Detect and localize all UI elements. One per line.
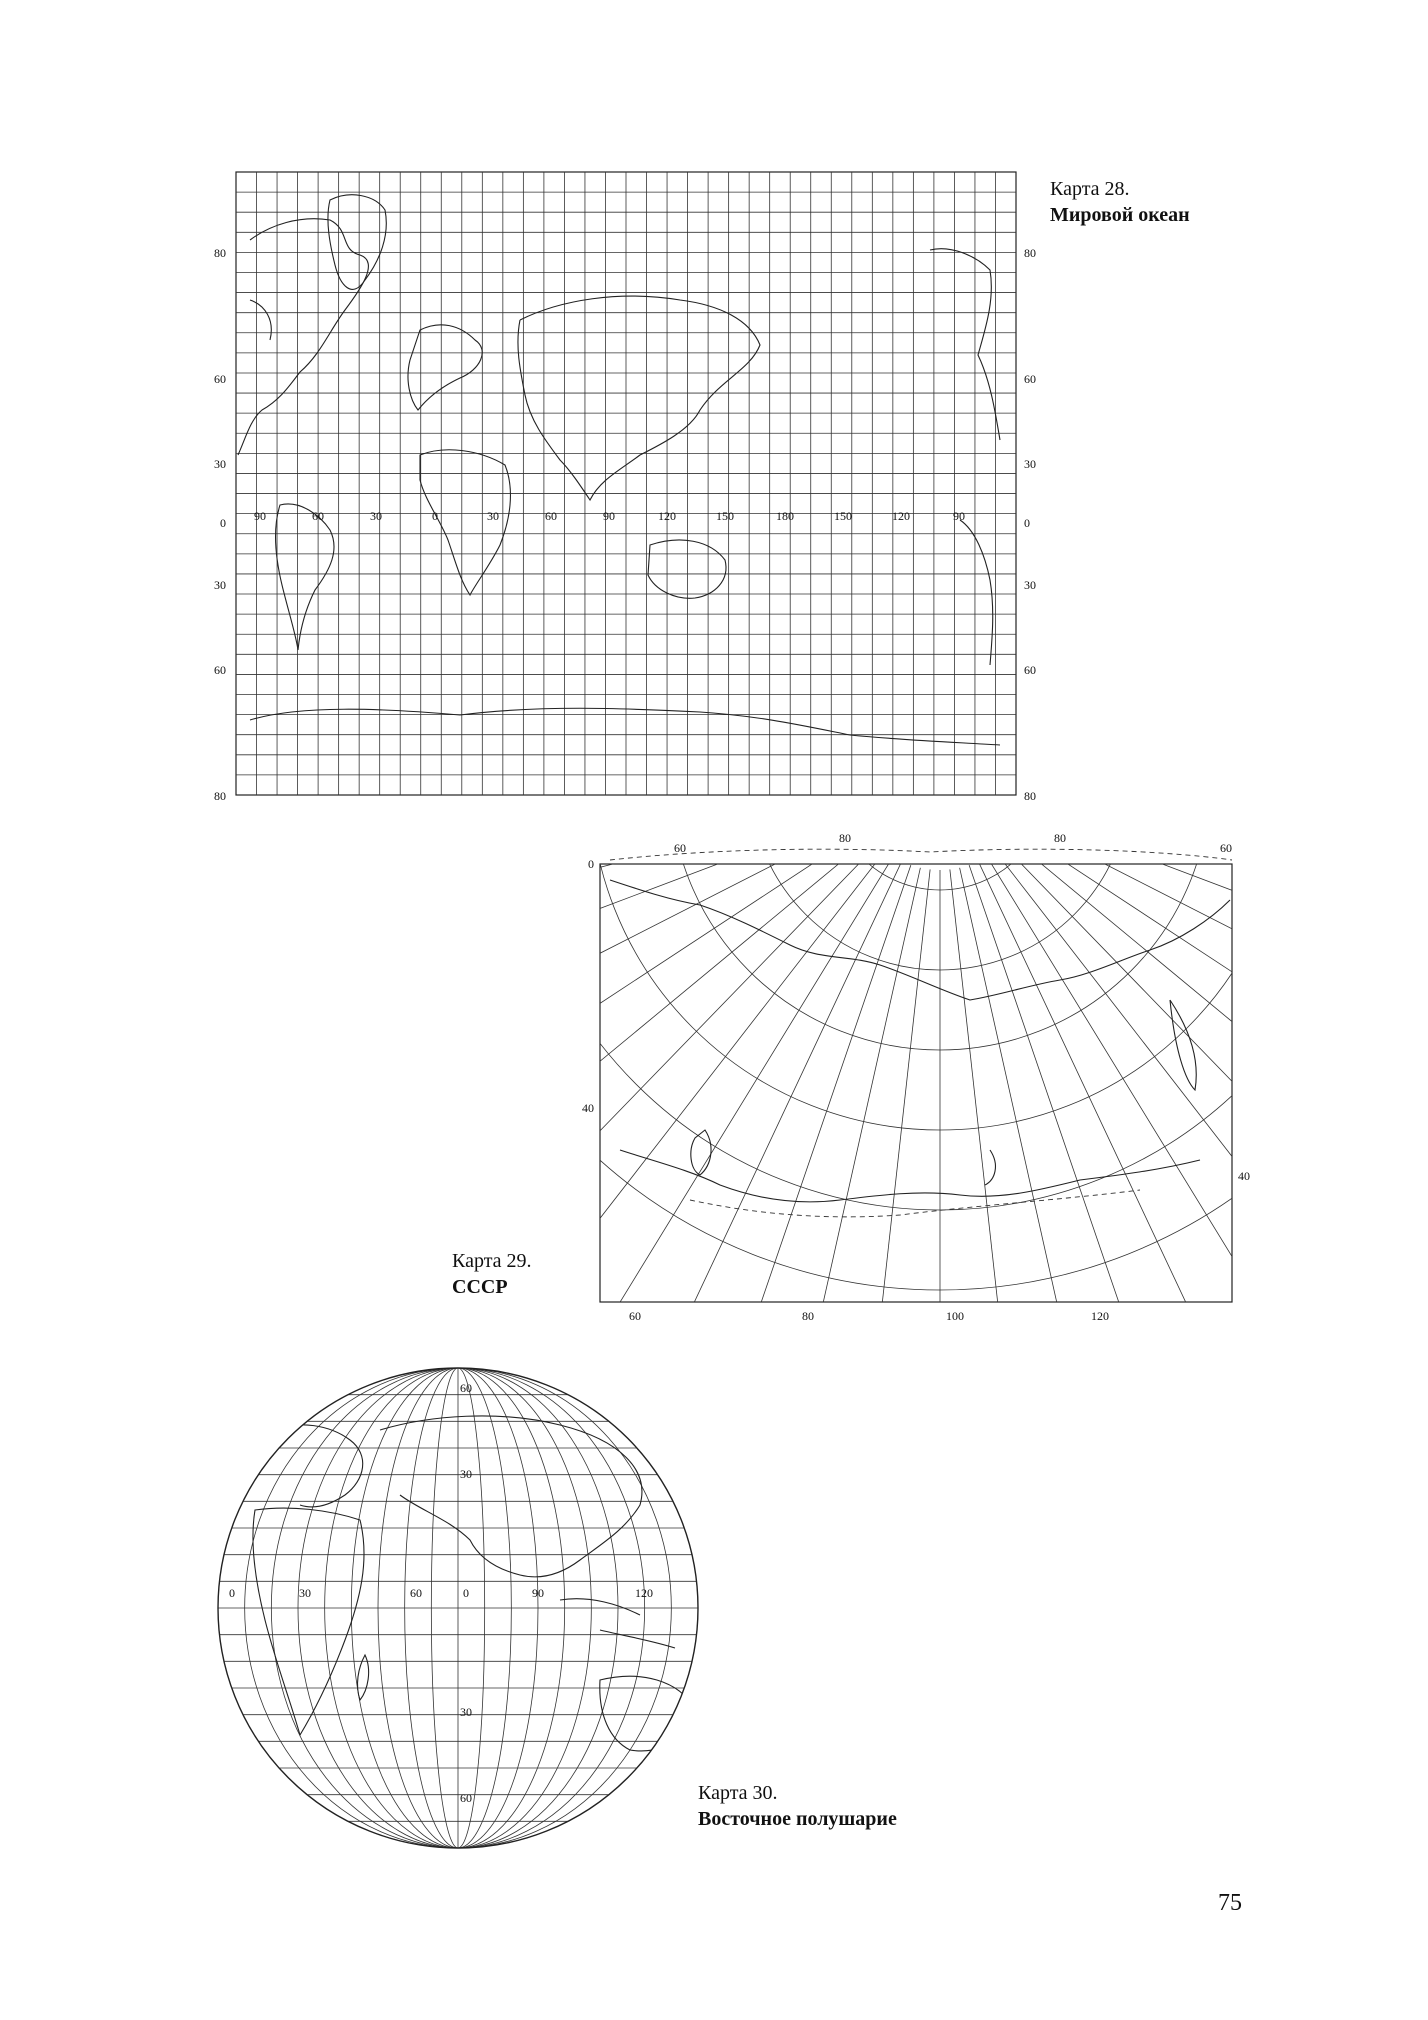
map29-meridian — [511, 851, 885, 1333]
map29-graticule — [262, 270, 1428, 1480]
map-world-ocean — [214, 172, 1036, 803]
map28-lat-label-left: 60 — [214, 372, 226, 386]
map29-top-label: 80 — [839, 831, 851, 845]
map30-lon-label: 0 — [229, 1586, 235, 1600]
map30-lat-label: 30 — [460, 1467, 472, 1481]
map29-meridian — [285, 812, 856, 1028]
map29-top-label: 80 — [1054, 831, 1066, 845]
coast-caspian — [691, 1130, 711, 1175]
coast-ussr-south — [620, 1150, 1200, 1202]
coast-asia-hemi — [380, 1416, 642, 1577]
map29-meridian — [1020, 821, 1428, 1098]
map30-lat-label: 60 — [460, 1381, 472, 1395]
map28-lon-label: 90 — [603, 509, 615, 523]
map28-lat-label-right: 30 — [1024, 457, 1036, 471]
map28-lon-label: 180 — [776, 509, 794, 523]
map28-lon-label: 120 — [892, 509, 910, 523]
map29-meridian — [453, 845, 878, 1283]
map29-meridian — [787, 868, 920, 1463]
map28-caption — [1050, 176, 1190, 228]
map30-graticule — [218, 1368, 698, 1848]
coast-europe — [408, 325, 482, 410]
map29-meridian — [960, 868, 1093, 1463]
coast-madagascar — [358, 1655, 369, 1700]
map28-lon-label: 30 — [370, 509, 382, 523]
map29-parallel — [830, 670, 1050, 890]
map29-meridian — [642, 861, 902, 1413]
map28-lat-label-left: 60 — [214, 663, 226, 677]
map28-lon-label: 150 — [834, 509, 852, 523]
map29-meridian — [401, 837, 871, 1226]
coast-east-america — [930, 249, 1000, 665]
map29-meridian — [1009, 837, 1428, 1226]
coast-north-america — [238, 219, 368, 455]
map29-parallel — [430, 270, 1428, 1290]
map30-lon-label: 60 — [410, 1586, 422, 1600]
map30-caption-title: Восточное полушарие — [698, 1808, 897, 1830]
map29-labels — [582, 831, 1250, 1323]
map29-meridian — [713, 865, 911, 1442]
map30-lon-label: 120 — [635, 1586, 653, 1600]
map28-lat-label-left: 80 — [214, 789, 226, 803]
coast-antarctica — [250, 708, 1000, 745]
map28-lon-label: 120 — [658, 509, 676, 523]
map30-lat-label: 60 — [460, 1791, 472, 1805]
map28-lat-label-left: 30 — [214, 578, 226, 592]
map-ussr — [262, 270, 1428, 1480]
coast-africa-hemi — [253, 1508, 364, 1735]
map28-coastlines — [238, 195, 1000, 745]
map28-lat-label-right: 60 — [1024, 372, 1036, 386]
map28-lat-label-right: 60 — [1024, 663, 1036, 677]
map29-caption-number: Карта 29. — [452, 1250, 532, 1272]
coast-ussr-arctic — [610, 880, 1230, 1000]
coast-greenland — [328, 195, 386, 290]
map29-left-label: 40 — [582, 1101, 594, 1115]
map28-graticule — [236, 172, 1016, 795]
map28-lat-label-left: 0 — [220, 516, 226, 530]
map28-lon-label: 90 — [953, 509, 965, 523]
map29-bottom-label: 80 — [802, 1309, 814, 1323]
map28-lat-label-right: 0 — [1024, 516, 1030, 530]
map28-lat-label-right: 80 — [1024, 246, 1036, 260]
coast-australia — [648, 540, 726, 598]
map29-bottom-label: 60 — [629, 1309, 641, 1323]
map29-meridian — [262, 802, 853, 954]
map29-caption — [452, 1248, 532, 1300]
map29-bottom-label: 100 — [946, 1309, 964, 1323]
map30-lon-label: 30 — [299, 1586, 311, 1600]
map29-right-label: 40 — [1238, 1169, 1250, 1183]
map28-lat-label-left: 30 — [214, 457, 226, 471]
map30-caption — [698, 1780, 897, 1832]
map28-lat-label-right: 30 — [1024, 578, 1036, 592]
coast-south-america — [276, 504, 335, 650]
map30-coastlines — [253, 1416, 695, 1751]
coast-kamchatka — [1170, 1000, 1196, 1090]
map-eastern-hemisphere — [218, 1368, 698, 1848]
map29-meridian — [1027, 802, 1428, 954]
map29-meridian — [995, 851, 1369, 1333]
map30-lat-label: 0 — [463, 1586, 469, 1600]
map28-lon-label: 30 — [487, 509, 499, 523]
map30-lat-label: 30 — [460, 1705, 472, 1719]
map29-coastlines — [610, 880, 1230, 1202]
coast-europe-hemi — [270, 1425, 363, 1507]
map30-lon-label: 90 — [532, 1586, 544, 1600]
map29-top-label: 60 — [1220, 841, 1232, 855]
page-number: 75 — [1218, 1890, 1242, 1916]
coast-baikal — [985, 1150, 995, 1185]
map28-caption-title: Мировой океан — [1050, 204, 1190, 226]
map28-lon-label: 60 — [312, 509, 324, 523]
map28-lon-label: 60 — [545, 509, 557, 523]
map29-meridian — [355, 829, 865, 1164]
map28-lat-label-left: 80 — [214, 246, 226, 260]
map29-caption-title: СССР — [452, 1276, 508, 1298]
map28-lat-label-right: 80 — [1024, 789, 1036, 803]
map28-labels — [214, 246, 1036, 803]
map29-left-label: 0 — [588, 857, 594, 871]
map29-meridian — [1015, 829, 1428, 1164]
map28-lon-label: 90 — [254, 509, 266, 523]
coast-asia — [518, 296, 760, 500]
map29-meridian — [863, 869, 930, 1475]
map29-frame — [600, 864, 1232, 1302]
map28-lon-label: 0 — [432, 509, 438, 523]
map29-meridian — [969, 865, 1167, 1442]
map28-caption-number: Карта 28. — [1050, 178, 1130, 200]
map29-meridian — [1003, 845, 1428, 1283]
map29-meridian — [950, 869, 1017, 1475]
map29-bottom-label: 120 — [1091, 1309, 1109, 1323]
map28-lon-label: 150 — [716, 509, 734, 523]
map29-top-label: 60 — [674, 841, 686, 855]
map29-meridian — [978, 861, 1238, 1413]
map30-caption-number: Карта 30. — [698, 1782, 778, 1804]
